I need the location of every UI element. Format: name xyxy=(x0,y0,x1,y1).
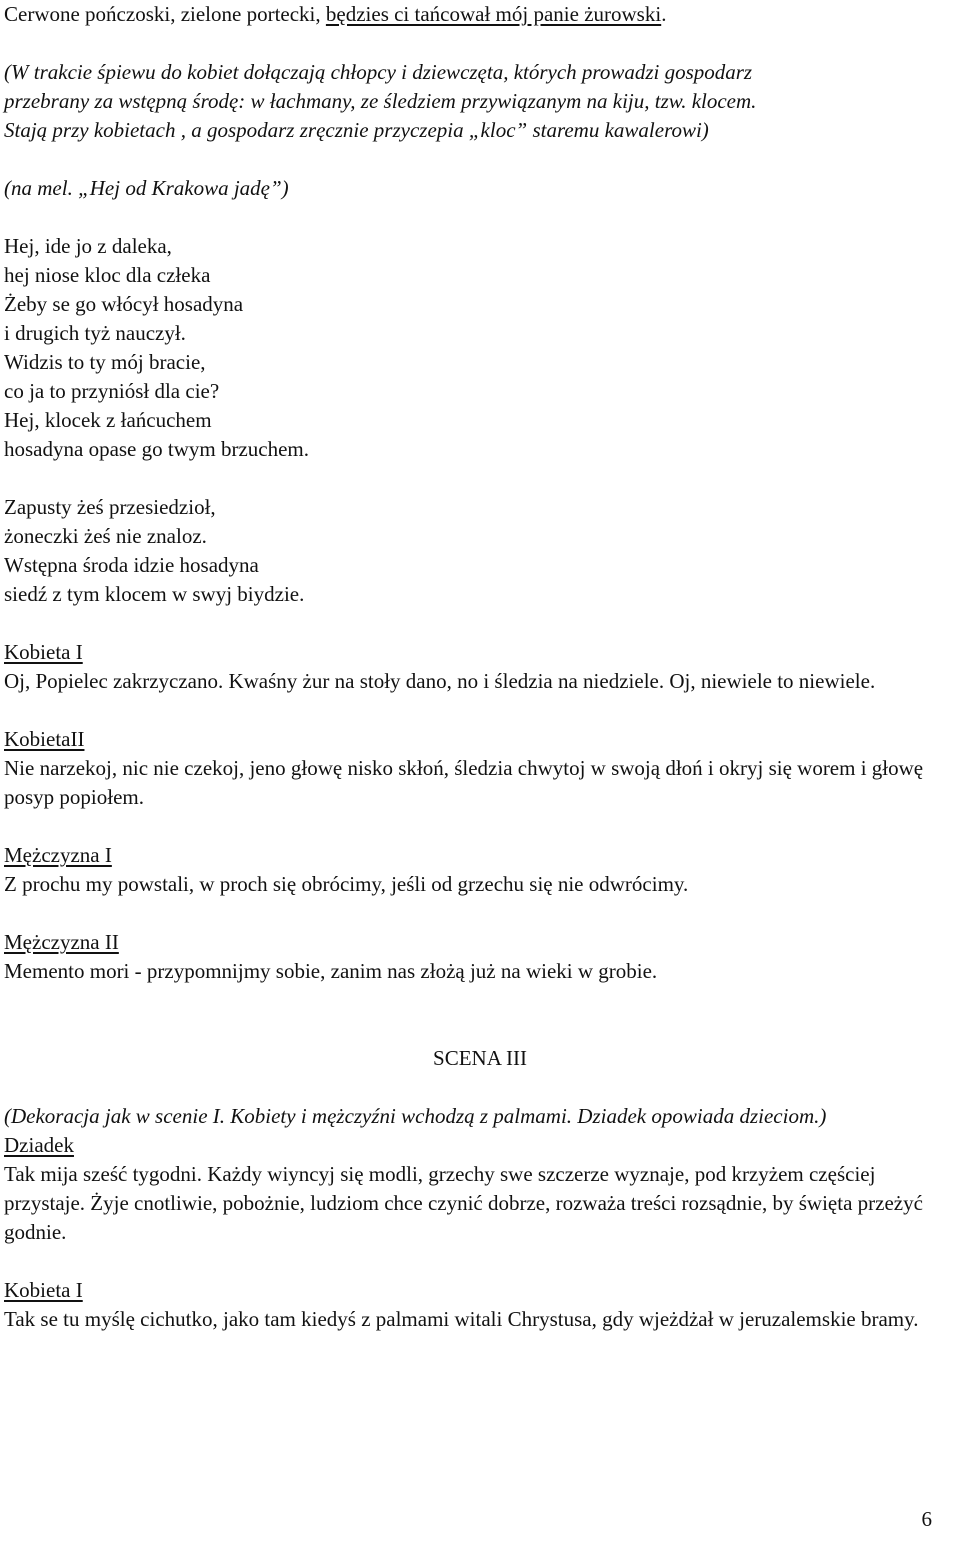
line-text-end: . xyxy=(661,2,667,26)
speech-text: Nie narzekoj, nic nie czekoj, jeno głowę nisko skłoń, śledzia chwytoj w swoją dłoń i okryj się worem i głowę posyp popiołem. xyxy=(4,756,924,809)
scene-title: SCENA III xyxy=(433,1046,527,1070)
stage-direction-line: Stają przy kobietach , a gospodarz zręcznie przyczepia „kloc” staremu kawalerowi) xyxy=(4,118,709,142)
speaker-name: Kobieta I xyxy=(4,1278,83,1302)
verse-line: hej niose kloc dla człeka xyxy=(4,263,211,287)
speaker-name: Mężczyzna I xyxy=(4,843,112,867)
speaker-name: KobietaII xyxy=(4,727,85,751)
verse-line: co ja to przyniósł dla cie? xyxy=(4,379,220,403)
speaker-name: Dziadek xyxy=(4,1133,74,1157)
stage-direction xyxy=(4,58,954,145)
underlined-text: będzies ci tańcował mój panie żurowski xyxy=(325,2,662,26)
verse-line: siedź z tym klocem w swyj biydzie. xyxy=(4,582,305,606)
verse-line: i drugich tyż nauczył. xyxy=(4,321,186,345)
speech-text: Oj, Popielec zakrzyczano. Kwaśny żur na stoły dano, no i śledzia na niedziele. Oj, niewiele to niewiele. xyxy=(4,669,876,693)
speaker-name: Mężczyzna II xyxy=(4,930,119,954)
speaker-name: Kobieta I xyxy=(4,640,83,664)
dialogue-block xyxy=(4,928,954,986)
stage-direction-line: przebrany za wstępną środę: w łachmany, ze śledziem przywiązanym na kiju, tzw. klocem. xyxy=(4,89,757,113)
verse-line: hosadyna opase go twym brzuchem. xyxy=(4,437,310,461)
stage-direction-line: (W trakcie śpiewu do kobiet dołączają chłopcy i dziewczęta, których prowadzi gospodarz xyxy=(4,60,753,84)
document-page xyxy=(4,0,954,1334)
verse-line: żoneczki żeś nie znaloz. xyxy=(4,524,207,548)
speech-text: Tak mija sześć tygodni. Każdy wiyncyj się modli, grzechy swe szczerze wyznaje, pod krzyżem częściej przystaje. Żyje cnotliwie, pobożnie, ludziom chce czynić dobrze, rozważa treści rozsądnie, by święta przeżyć godnie. xyxy=(4,1162,923,1244)
dialogue-block xyxy=(4,725,954,812)
speech-text: Tak se tu myślę cichutko, jako tam kiedyś z palmami witali Chrystusa, gdy wjeżdżał w jeruzalemskie bramy. xyxy=(4,1307,919,1331)
dialogue-block xyxy=(4,841,954,899)
song-verse xyxy=(4,493,954,609)
dialogue-block xyxy=(4,1276,954,1334)
verse-line: Hej, ide jo z daleka, xyxy=(4,234,172,258)
speech-text: Memento mori - przypomnijmy sobie, zanim nas złożą już na wieki w grobie. xyxy=(4,959,658,983)
verse-line: Hej, klocek z łańcuchem xyxy=(4,408,212,432)
verse-line: Widzis to ty mój bracie, xyxy=(4,350,206,374)
dialogue-block xyxy=(4,1131,954,1247)
dialogue-block xyxy=(4,638,954,696)
speech-text: Z prochu my powstali, w proch się obrócimy, jeśli od grzechu się nie odwrócimy. xyxy=(4,872,689,896)
line-text: Cerwone pończoski, zielone portecki, xyxy=(4,2,326,26)
verse-line: Żeby se go włócył hosadyna xyxy=(4,292,244,316)
verse-line: Zapusty żeś przesiedzioł, xyxy=(4,495,216,519)
stage-direction: (Dekoracja jak w scenie I. Kobiety i mężczyźni wchodzą z palmami. Dziadek opowiada dzieciom.) xyxy=(4,1104,827,1128)
page-number: 6 xyxy=(921,1507,932,1531)
song-closing-line xyxy=(4,0,954,29)
melody-note: (na mel. „Hej od Krakowa jadę”) xyxy=(4,176,289,200)
song-verse xyxy=(4,232,954,464)
verse-line: Wstępna środa idzie hosadyna xyxy=(4,553,259,577)
